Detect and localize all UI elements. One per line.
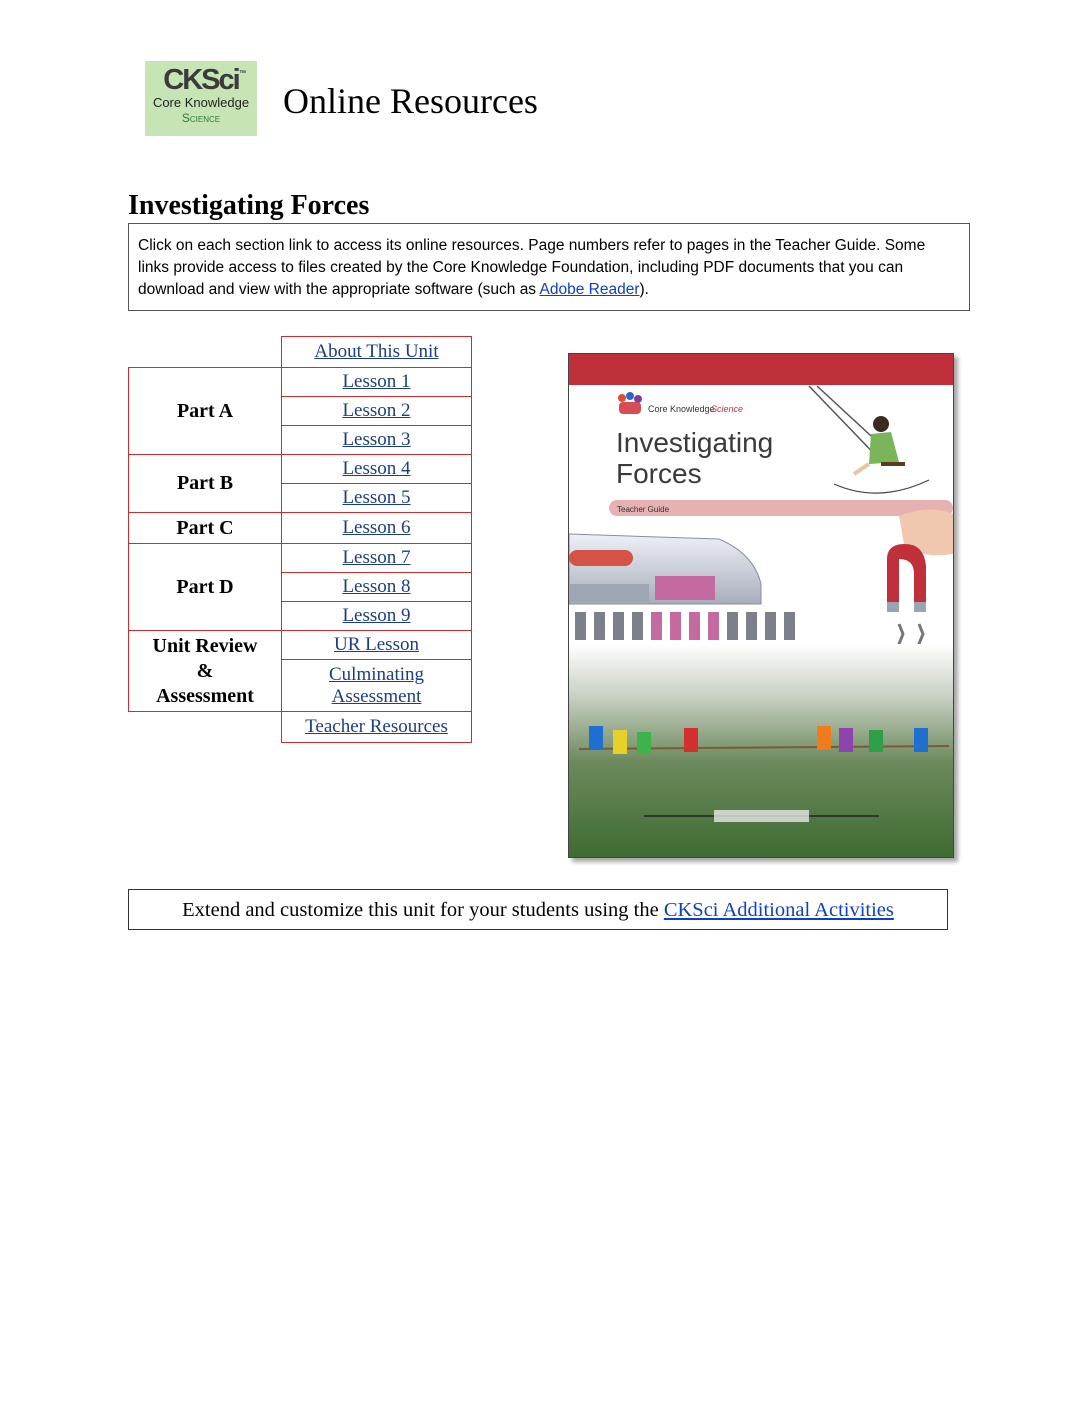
about-unit-link[interactable]: About This Unit [314, 341, 439, 362]
lesson-4-link[interactable]: Lesson 4 [342, 458, 411, 479]
lesson-3-link[interactable]: Lesson 3 [342, 429, 411, 450]
about-unit-cell [282, 337, 472, 368]
lesson-9-link[interactable]: Lesson 9 [342, 605, 411, 626]
swing-girl-illustration [809, 386, 929, 493]
adobe-reader-link[interactable]: Adobe Reader [539, 280, 640, 298]
cover-illustration [569, 354, 953, 857]
lesson-7-link[interactable]: Lesson 7 [342, 547, 411, 568]
lesson-9-cell [282, 602, 472, 631]
intro-text: Click on each section link to access its online resources. Page numbers refer to pages in the Teacher Guide. Some links provide access to files created by the Core Knowledge Foundation, including PDF documents that you can download and view with the appropriate software (such as [138, 237, 926, 298]
cover-brand-logo-icon [618, 392, 642, 414]
logo-line-1: Core Knowledge [152, 95, 250, 110]
part-c-label: Part C [129, 513, 282, 544]
magnet-track-row [575, 612, 795, 640]
culminating-assessment-cell [282, 660, 472, 712]
cover-brand-science: Science [711, 404, 744, 414]
lesson-6-cell [282, 513, 472, 544]
teacher-resources-link[interactable]: Teacher Resources [305, 716, 448, 737]
maglev-train-illustration [569, 534, 761, 604]
unit-title: Investigating Forces [128, 190, 370, 221]
logo-line-2: Science [181, 111, 221, 125]
lesson-6-link[interactable]: Lesson 6 [342, 517, 411, 538]
lesson-8-cell [282, 573, 472, 602]
lesson-7-cell [282, 544, 472, 573]
teacher-guide-cover-image [568, 353, 954, 858]
ur-lesson-cell [282, 631, 472, 660]
logo-trademark: ™ [239, 70, 246, 77]
table-blank-cell-bottom [129, 712, 282, 743]
extend-text: Extend and customize this unit for your students using the [182, 899, 664, 921]
culminating-assessment-link[interactable] [329, 664, 424, 707]
lesson-1-cell [282, 368, 472, 397]
logo-brand: CKSci [163, 64, 239, 96]
cover-top-band [569, 354, 953, 385]
lesson-4-cell [282, 455, 472, 484]
lesson-2-cell [282, 397, 472, 426]
unit-review-assessment: Assessment [156, 684, 254, 707]
unit-review-amp: & [196, 659, 214, 682]
table-blank-cell [129, 337, 282, 368]
cover-subtitle: Teacher Guide [617, 505, 670, 514]
extend-banner [128, 889, 948, 930]
cover-title-line-2: Forces [616, 458, 702, 489]
magnet-illustration [887, 509, 953, 654]
lesson-5-cell [282, 484, 472, 513]
lesson-8-link[interactable]: Lesson 8 [342, 576, 411, 597]
part-d-label: Part D [129, 544, 282, 631]
culminating-line-2: Assessment [331, 685, 422, 707]
lesson-5-link[interactable]: Lesson 5 [342, 487, 411, 508]
cover-title-line-1: Investigating [616, 427, 774, 458]
lesson-3-cell [282, 426, 472, 455]
unit-review-label [129, 631, 282, 712]
intro-box [128, 223, 970, 311]
intro-suffix: ). [639, 280, 649, 298]
cover-brand: Core Knowledge [648, 404, 715, 414]
unit-review-line: Unit Review [152, 634, 258, 657]
lesson-2-link[interactable]: Lesson 2 [342, 400, 411, 421]
section-links-table [128, 336, 472, 743]
part-a-label: Part A [129, 368, 282, 455]
culminating-line-1: Culminating [329, 663, 424, 685]
lesson-1-link[interactable]: Lesson 1 [342, 371, 411, 392]
cksci-logo [145, 61, 257, 136]
teacher-resources-cell [282, 712, 472, 743]
ur-lesson-link[interactable]: UR Lesson [334, 634, 419, 655]
additional-activities-link[interactable]: CKSci Additional Activities [663, 899, 894, 921]
part-b-label: Part B [129, 455, 282, 513]
page-title: Online Resources [283, 81, 538, 121]
